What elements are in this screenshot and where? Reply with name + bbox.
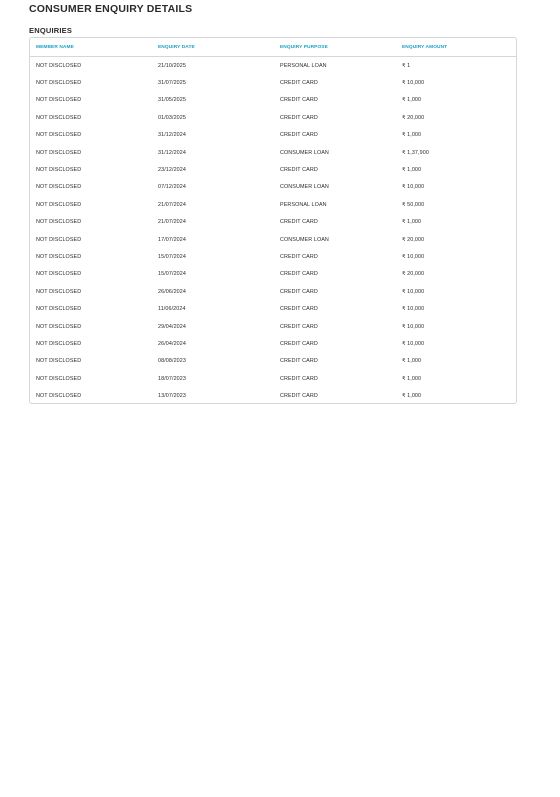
enquiry-date-cell: 01/03/2025 [158,114,186,121]
member-name-cell: NOT DISCLOSED [36,62,82,69]
enquiry-date-cell: 15/07/2024 [158,271,186,278]
enquiry-date-cell: 26/06/2024 [158,288,186,295]
column-header-enquiry-amount: ENQUIRY AMOUNT [396,38,517,57]
enquiry-amount-cell: ₹ 1 [402,62,411,69]
enquiry-date-cell: 15/07/2024 [158,253,186,260]
enquiry-amount-cell: ₹ 1,37,900 [402,149,429,156]
table-row [30,74,517,91]
table-row [30,196,517,213]
enquiry-purpose-cell: CREDIT CARD [280,288,318,295]
member-name-cell: NOT DISCLOSED [36,132,82,139]
enquiry-amount-cell: ₹ 1,000 [402,358,422,365]
enquiry-date-cell: 13/07/2023 [158,393,186,400]
enquiry-amount-cell: ₹ 10,000 [402,288,425,295]
member-name-cell: NOT DISCLOSED [36,340,82,347]
enquiry-date-cell: 31/12/2024 [158,132,186,139]
enquiry-amount-cell: ₹ 1,000 [402,97,422,104]
member-name-cell: NOT DISCLOSED [36,288,82,295]
table-row [30,387,517,404]
table-row [30,353,517,370]
table-row [30,370,517,387]
enquiry-date-cell: 29/04/2024 [158,323,186,330]
enquiry-purpose-cell: CREDIT CARD [280,132,318,139]
enquiry-purpose-cell: CREDIT CARD [280,80,318,87]
enquiry-amount-cell: ₹ 1,000 [402,393,422,400]
member-name-cell: NOT DISCLOSED [36,114,82,121]
member-name-cell: NOT DISCLOSED [36,167,82,174]
enquiry-amount-cell: ₹ 10,000 [402,184,425,191]
table-row [30,335,517,352]
enquiry-date-cell: 23/12/2024 [158,167,186,174]
enquiry-date-cell: 21/10/2025 [158,62,186,69]
enquiry-purpose-cell: CREDIT CARD [280,114,318,121]
enquiry-amount-cell: ₹ 20,000 [402,271,425,278]
member-name-cell: NOT DISCLOSED [36,393,82,400]
enquiry-purpose-cell: PERSONAL LOAN [280,201,327,208]
enquiry-purpose-cell: CONSUMER LOAN [280,184,329,191]
member-name-cell: NOT DISCLOSED [36,201,82,208]
member-name-cell: NOT DISCLOSED [36,184,82,191]
member-name-cell: NOT DISCLOSED [36,149,82,156]
column-header-enquiry-date: ENQUIRY DATE [152,38,274,57]
enquiry-purpose-cell: CREDIT CARD [280,306,318,313]
enquiry-purpose-cell: CONSUMER LOAN [280,236,329,243]
enquiry-amount-cell: ₹ 10,000 [402,340,425,347]
enquiry-amount-cell: ₹ 20,000 [402,236,425,243]
enquiry-date-cell: 31/05/2025 [158,97,186,104]
page-title: CONSUMER ENQUIRY DETAILS [29,3,193,15]
table-body [30,57,517,405]
enquiry-amount-cell: ₹ 10,000 [402,80,425,87]
enquiry-date-cell: 21/07/2024 [158,201,186,208]
enquiry-date-cell: 26/04/2024 [158,340,186,347]
enquiry-date-cell: 08/08/2023 [158,358,186,365]
table-row [30,214,517,231]
enquiry-purpose-cell: CREDIT CARD [280,219,318,226]
enquiry-purpose-cell: CREDIT CARD [280,97,318,104]
enquiries-table [29,37,517,404]
enquiry-date-cell: 21/07/2024 [158,219,186,226]
table-row [30,161,517,178]
enquiry-amount-cell: ₹ 50,000 [402,201,425,208]
table-row [30,266,517,283]
enquiry-amount-cell: ₹ 10,000 [402,306,425,313]
enquiry-amount-cell: ₹ 1,000 [402,132,422,139]
enquiry-amount-cell: ₹ 1,000 [402,375,422,382]
enquiry-amount-cell: ₹ 1,000 [402,167,422,174]
table-row [30,109,517,126]
enquiry-purpose-cell: CREDIT CARD [280,393,318,400]
member-name-cell: NOT DISCLOSED [36,323,82,330]
enquiry-amount-cell: ₹ 10,000 [402,253,425,260]
table-row [30,283,517,300]
column-header-enquiry-purpose: ENQUIRY PURPOSE [274,38,396,57]
enquiry-date-cell: 07/12/2024 [158,184,186,191]
table-row [30,248,517,265]
enquiry-date-cell: 17/07/2024 [158,236,186,243]
table-row [30,57,517,75]
enquiry-date-cell: 31/12/2024 [158,149,186,156]
member-name-cell: NOT DISCLOSED [36,80,82,87]
member-name-cell: NOT DISCLOSED [36,97,82,104]
member-name-cell: NOT DISCLOSED [36,236,82,243]
enquiry-purpose-cell: CREDIT CARD [280,323,318,330]
enquiry-amount-cell: ₹ 10,000 [402,323,425,330]
enquiry-date-cell: 18/07/2023 [158,375,186,382]
enquiry-date-cell: 11/06/2024 [158,306,186,313]
enquiry-purpose-cell: CREDIT CARD [280,375,318,382]
table-header-row [30,38,517,57]
enquiry-purpose-cell: CREDIT CARD [280,271,318,278]
table-row [30,92,517,109]
member-name-cell: NOT DISCLOSED [36,375,82,382]
member-name-cell: NOT DISCLOSED [36,358,82,365]
enquiry-purpose-cell: CREDIT CARD [280,340,318,347]
enquiry-date-cell: 31/07/2025 [158,80,186,87]
table-row [30,144,517,161]
table-row [30,179,517,196]
member-name-cell: NOT DISCLOSED [36,219,82,226]
enquiry-purpose-cell: CONSUMER LOAN [280,149,329,156]
enquiry-amount-cell: ₹ 20,000 [402,114,425,121]
table-row [30,231,517,248]
section-title: ENQUIRIES [29,26,73,35]
enquiry-amount-cell: ₹ 1,000 [402,219,422,226]
table-row [30,300,517,317]
enquiry-purpose-cell: PERSONAL LOAN [280,62,327,69]
member-name-cell: NOT DISCLOSED [36,253,82,260]
enquiry-purpose-cell: CREDIT CARD [280,167,318,174]
member-name-cell: NOT DISCLOSED [36,306,82,313]
enquiry-purpose-cell: CREDIT CARD [280,253,318,260]
member-name-cell: NOT DISCLOSED [36,271,82,278]
column-header-member-name: MEMBER NAME [30,38,152,57]
table-row [30,318,517,335]
enquiry-purpose-cell: CREDIT CARD [280,358,318,365]
table-row [30,127,517,144]
